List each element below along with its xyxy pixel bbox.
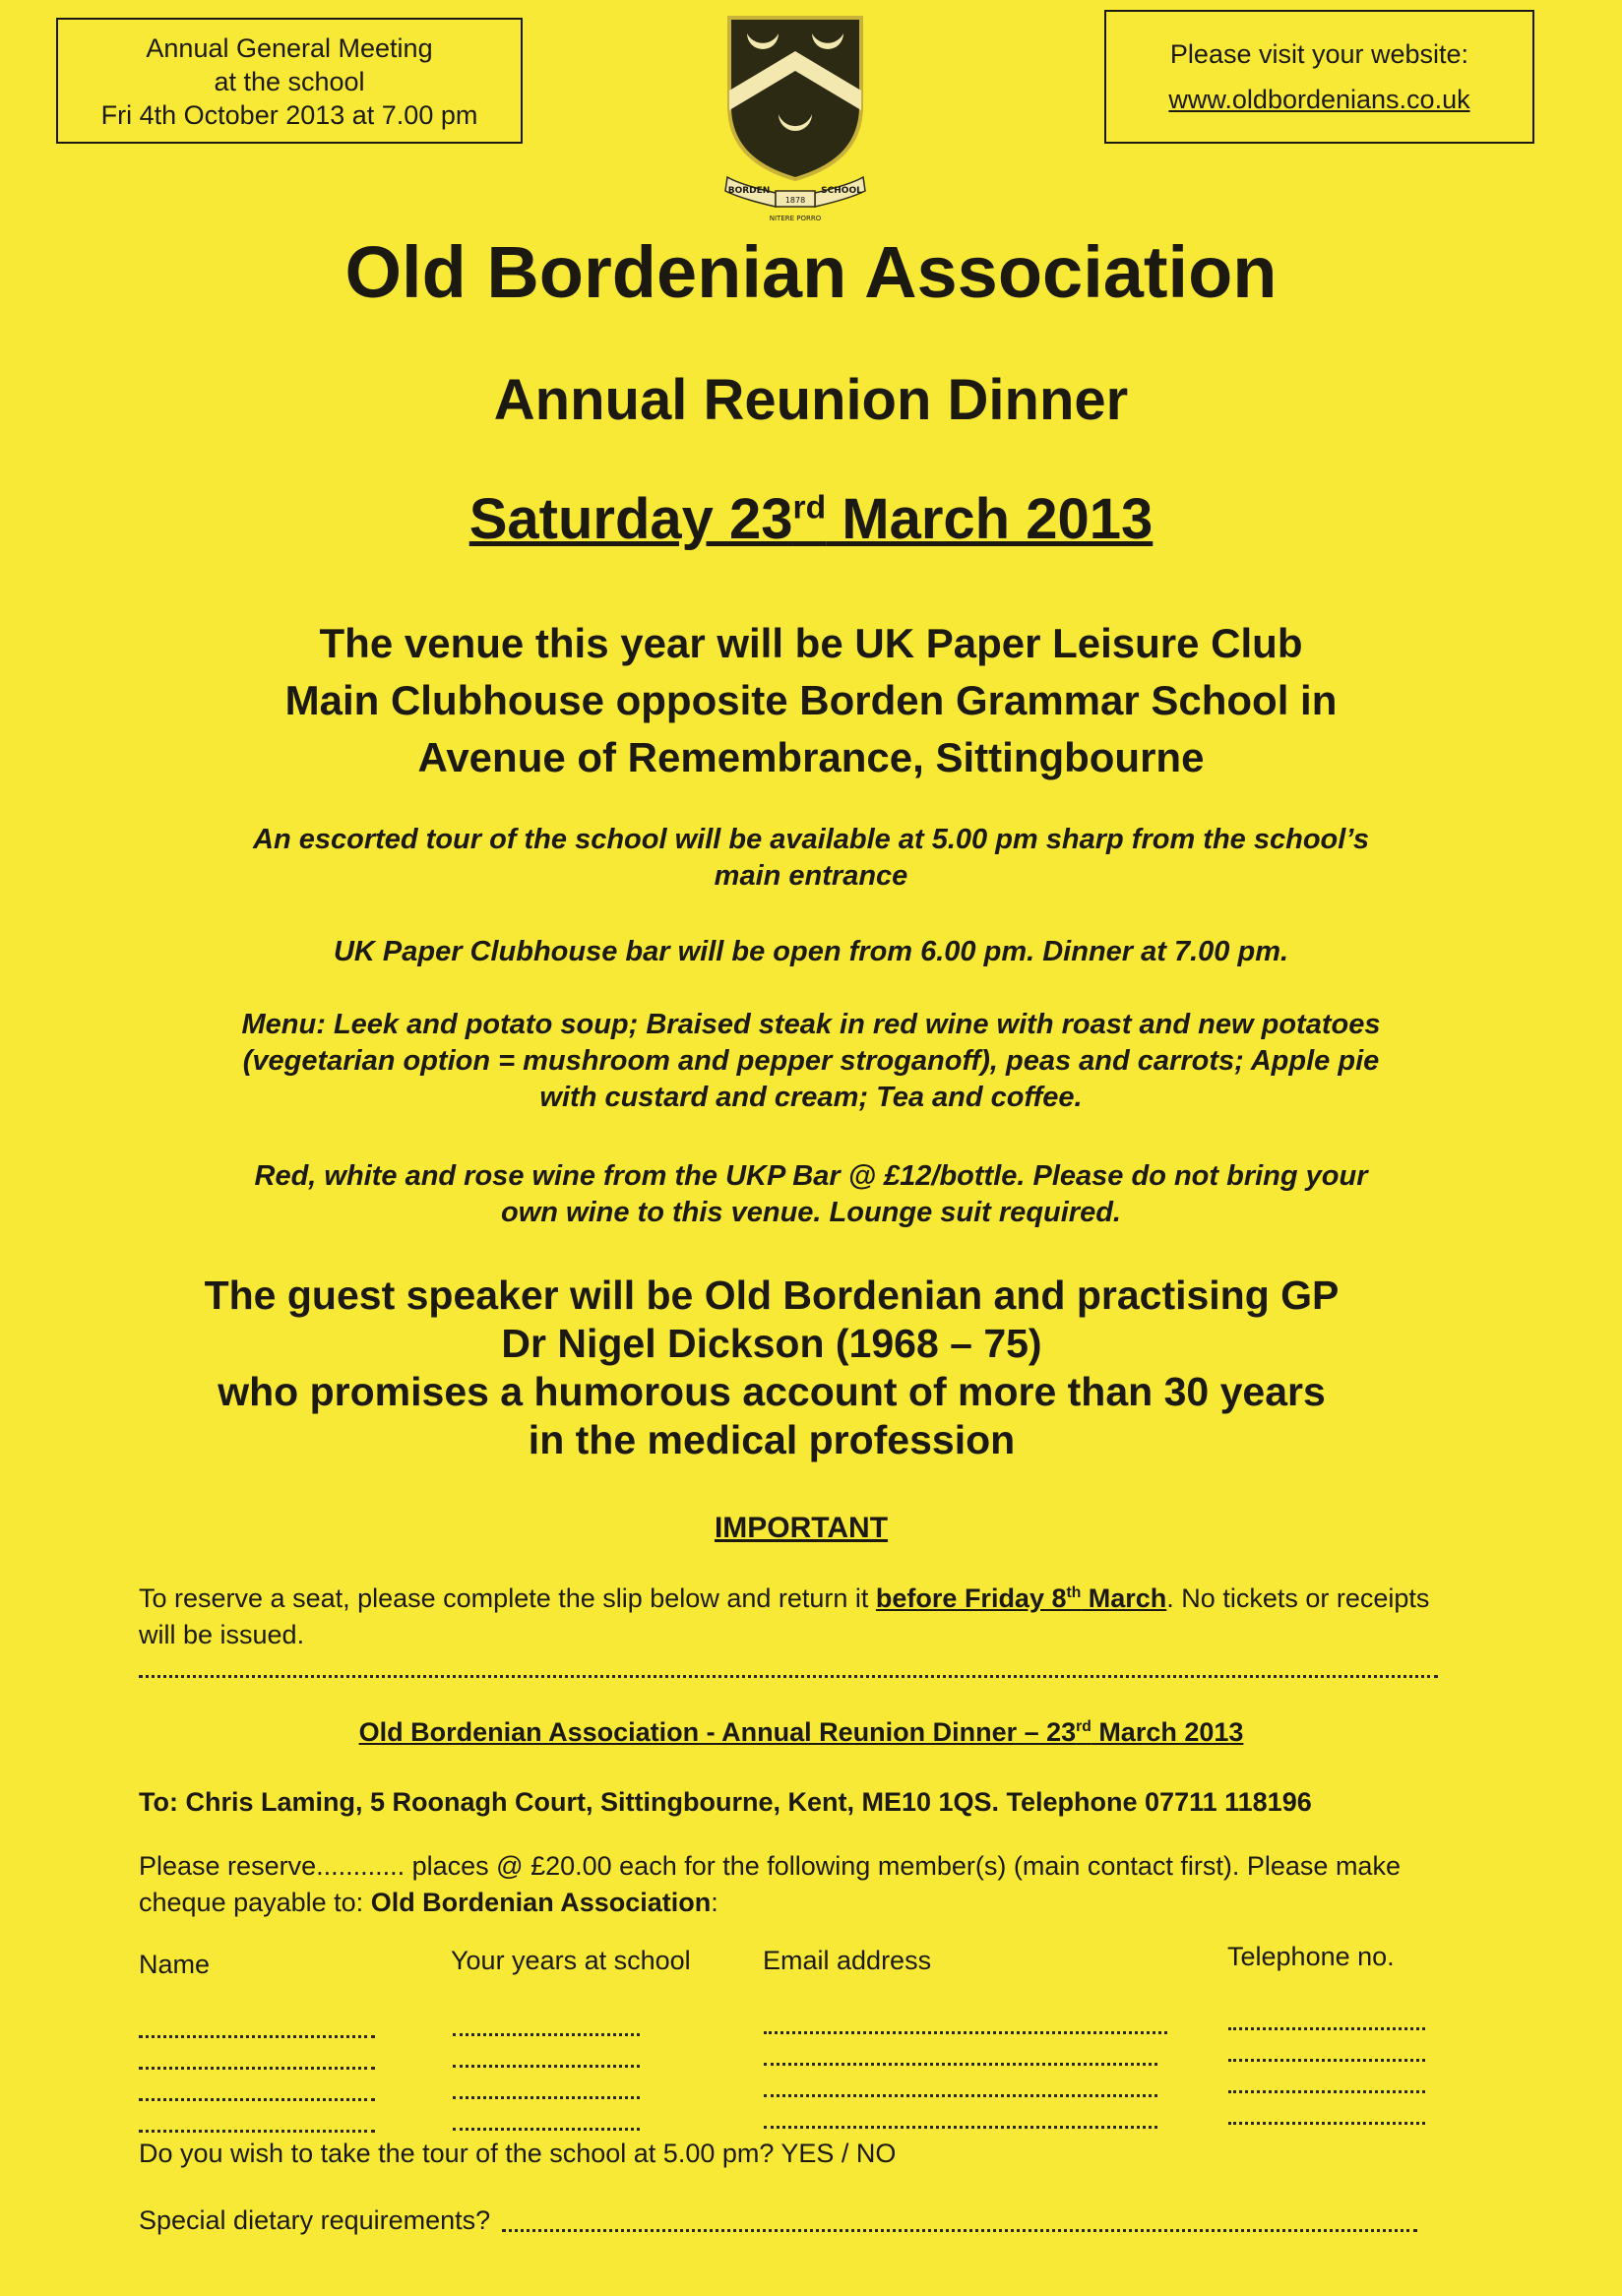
page-title: Old Bordenian Association	[344, 231, 1278, 313]
slip-title-prefix: Old Bordenian Association - Annual Reunion Dinner – 23	[358, 1717, 1077, 1747]
places-label: Please reserve	[139, 1851, 317, 1881]
deadline-suffix: March	[1081, 1583, 1167, 1613]
website-label: Please visit your website:	[1169, 39, 1469, 69]
years-field-4[interactable]	[453, 2128, 640, 2131]
tour-info	[0, 822, 1622, 895]
email-field-4[interactable]	[764, 2126, 1157, 2129]
tour-line-2: main entrance	[714, 860, 908, 892]
school-crest-logo	[721, 12, 869, 224]
event-date	[0, 482, 1622, 557]
date-prefix: Saturday 23	[468, 487, 793, 551]
wine-line-1: Red, white and rose wine from the UKP Bar @ £12/bottle. Please do not bring your	[254, 1160, 1368, 1192]
crest-left-word: BORDEN	[727, 186, 771, 196]
name-field-3[interactable]	[139, 2098, 375, 2101]
menu-line-3: with custard and cream; Tea and coffee.	[539, 1082, 1083, 1113]
tour-question: Do you wish to take the tour of the school at 5.00 pm? YES / NO	[139, 2139, 897, 2168]
wine-line-2: own wine to this venue. Lounge suit required.	[501, 1197, 1121, 1228]
telephone-field-2[interactable]	[1228, 2059, 1425, 2062]
telephone-field-1[interactable]	[1228, 2027, 1425, 2030]
dietary-requirements-label: Special dietary requirements?	[139, 2205, 491, 2235]
email-field-3[interactable]	[764, 2094, 1157, 2097]
venue-line-2: Main Clubhouse opposite Borden Grammar School in	[284, 677, 1338, 723]
date-suffix: March 2013	[826, 487, 1154, 551]
slip-title	[0, 1714, 1612, 1750]
telephone-field-4[interactable]	[1228, 2122, 1425, 2125]
tour-line-1: An escorted tour of the school will be available at 5.00 pm sharp from the school’s	[253, 824, 1369, 855]
return-address: To: Chris Laming, 5 Roonagh Court, Sittingbourne, Kent, ME10 1QS. Telephone 07711 118196	[139, 1787, 1312, 1817]
name-field-4[interactable]	[139, 2130, 375, 2133]
places-text: places @ £20.00 each for the following member(s) (main contact first). Please make cheque payable to:	[139, 1851, 1401, 1917]
venue-line-1: The venue this year will be UK Paper Leisure Club	[319, 620, 1303, 666]
reserve-text-before: To reserve a seat, please complete the slip below and return it	[139, 1583, 876, 1613]
date-ordinal: rd	[792, 489, 827, 527]
agm-line-3: Fri 4th October 2013 at 7.00 pm	[100, 100, 478, 130]
name-field-1[interactable]	[139, 2035, 375, 2038]
email-field-2[interactable]	[764, 2063, 1157, 2066]
website-link[interactable]: www.oldbordenians.co.uk	[1168, 85, 1470, 114]
reserve-text-after: . No tickets or receipts will be issued.	[139, 1583, 1430, 1649]
deadline-ordinal: th	[1066, 1584, 1082, 1601]
menu-line-2: (vegetarian option = mushroom and pepper stroganoff), peas and carrots; Apple pie	[242, 1045, 1380, 1077]
column-header-years: Your years at school	[451, 1946, 691, 1975]
agm-line-1: Annual General Meeting	[146, 33, 433, 63]
wine-info	[0, 1158, 1622, 1231]
website-box	[1104, 10, 1534, 144]
crest-year: 1878	[784, 196, 806, 205]
venue-line-3: Avenue of Remembrance, Sittingbourne	[417, 734, 1205, 780]
menu-block	[0, 1007, 1622, 1116]
bar-info: UK Paper Clubhouse bar will be open from 6.00 pm. Dinner at 7.00 pm.	[333, 936, 1289, 967]
agm-line-2: at the school	[214, 67, 365, 96]
telephone-field-3[interactable]	[1228, 2090, 1425, 2093]
years-field-2[interactable]	[453, 2065, 640, 2068]
email-field-1[interactable]	[764, 2031, 1167, 2034]
years-field-1[interactable]	[453, 2033, 640, 2036]
speaker-line-2: Dr Nigel Dickson (1968 – 75)	[501, 1321, 1042, 1366]
payee-colon: :	[711, 1888, 718, 1917]
crest-motto: NITERE PORRO	[769, 215, 822, 222]
agm-notice-box	[56, 18, 523, 144]
column-header-email: Email address	[763, 1946, 932, 1975]
event-subtitle: Annual Reunion Dinner	[493, 368, 1129, 432]
menu-line-1: Menu: Leek and potato soup; Braised steak in red wine with roast and new potatoes	[241, 1009, 1381, 1040]
dietary-requirements-field[interactable]	[502, 2229, 1417, 2232]
name-field-2[interactable]	[139, 2067, 375, 2070]
deadline-prefix: before Friday 8	[875, 1583, 1067, 1613]
crest-right-word: SCHOOL	[821, 186, 862, 196]
column-header-name: Name	[139, 1950, 211, 1979]
years-field-3[interactable]	[453, 2096, 640, 2099]
slip-title-suffix: March 2013	[1091, 1717, 1244, 1747]
guest-speaker-block	[0, 1272, 1583, 1464]
places-request	[139, 1848, 1458, 1921]
speaker-line-1: The guest speaker will be Old Bordenian and practising GP	[204, 1272, 1340, 1318]
important-heading: IMPORTANT	[714, 1512, 889, 1544]
payee-name: Old Bordenian Association	[370, 1888, 712, 1917]
speaker-line-3: who promises a humorous account of more than 30 years	[218, 1369, 1326, 1414]
cut-line-divider	[139, 1675, 1438, 1678]
places-field[interactable]: ............	[316, 1851, 406, 1881]
speaker-line-4: in the medical profession	[528, 1417, 1016, 1462]
venue-block	[0, 615, 1622, 786]
column-header-telephone: Telephone no.	[1227, 1942, 1395, 1971]
reservation-instructions	[139, 1581, 1448, 1653]
slip-title-ordinal: rd	[1076, 1718, 1092, 1735]
